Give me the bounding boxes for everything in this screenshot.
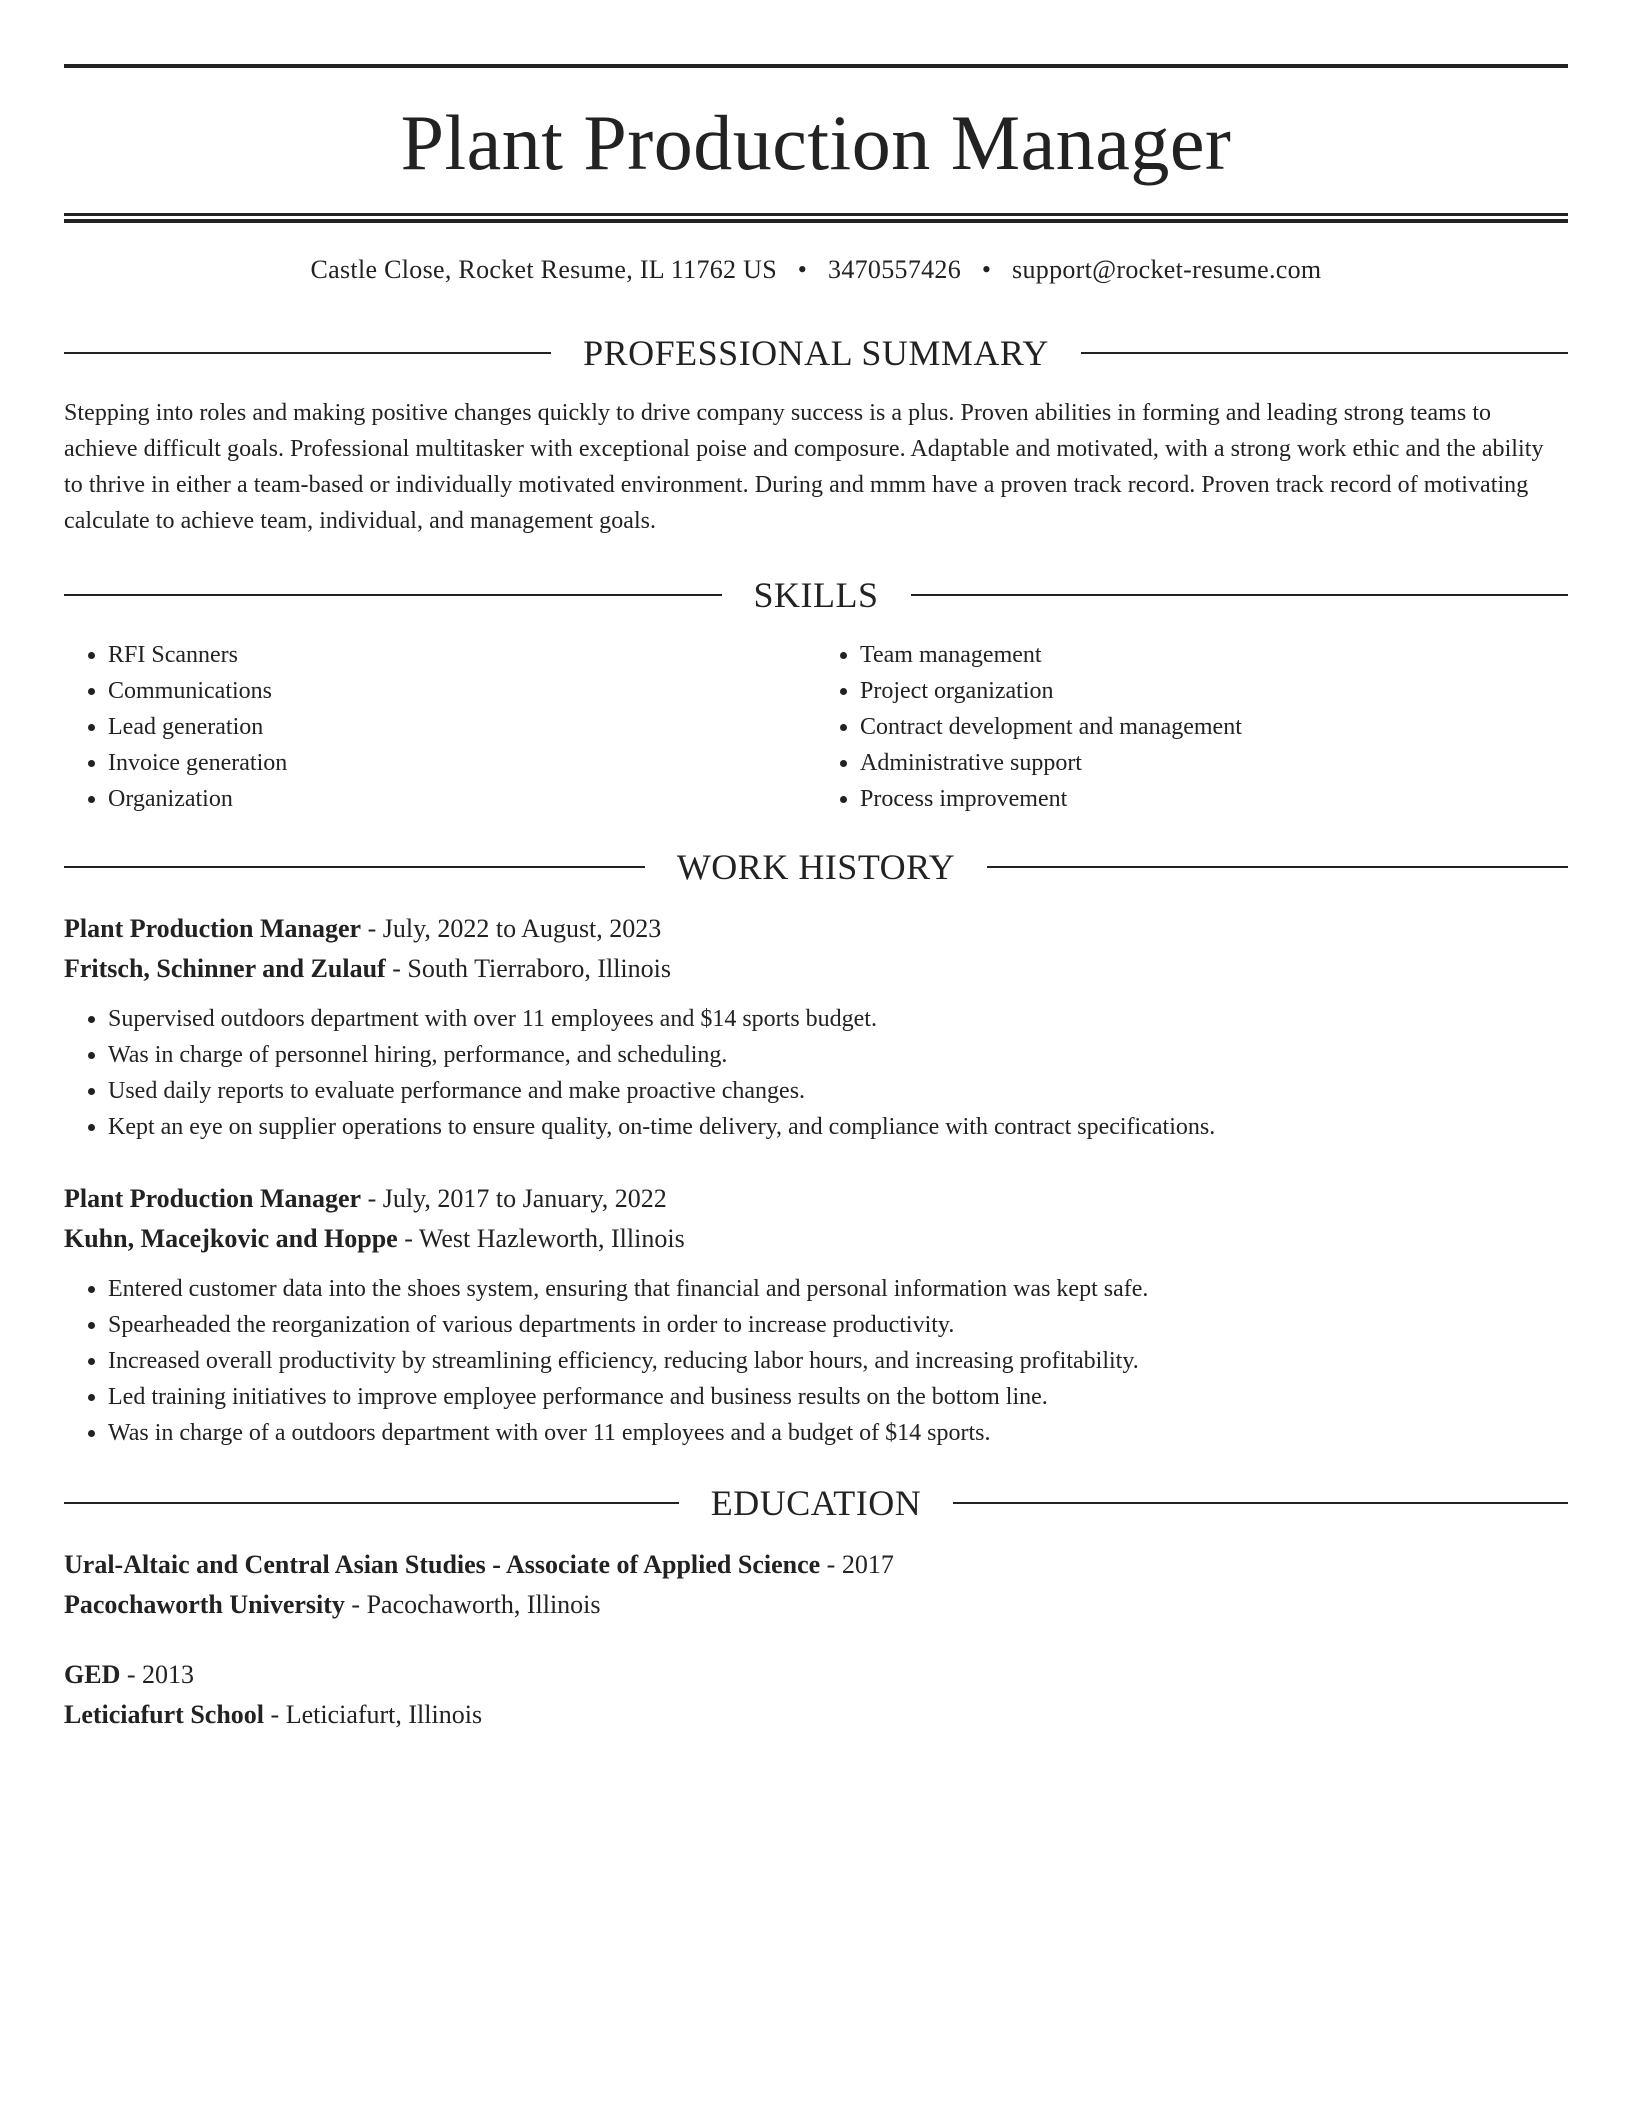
section-rule-right [911, 594, 1569, 596]
job-company-line [64, 949, 1568, 989]
contact-separator: • [797, 255, 808, 284]
job-location: - West Hazleworth, Illinois [397, 1224, 685, 1253]
skills-column-right [816, 637, 1568, 817]
education-heading: EDUCATION [710, 1483, 922, 1523]
resume-name: Plant Production Manager [400, 99, 1232, 186]
education-school: Leticiafurt School [64, 1700, 265, 1729]
section-rule-right [1081, 352, 1568, 354]
job-entry [64, 1179, 1568, 1451]
section-rule-left [64, 594, 722, 596]
contact-separator: • [981, 255, 992, 284]
job-dates: - July, 2022 to August, 2023 [361, 914, 662, 943]
job-company: Fritsch, Schinner and Zulauf [64, 954, 386, 983]
job-title-line [64, 909, 1568, 949]
contact-email: support@rocket-resume.com [1012, 255, 1322, 284]
job-bullet: • Kept an eye on supplier operations to ensure quality, on-time delivery, and compliance with contract specifications. [108, 1109, 1568, 1145]
work-section-header [64, 849, 1568, 885]
job-title: Plant Production Manager [64, 1184, 362, 1213]
skill-item: • Administrative support [860, 745, 1568, 781]
job-bullets [64, 1001, 1568, 1145]
section-rule-right [953, 1502, 1568, 1504]
job-bullet: • Led training initiatives to improve employee performance and business results on the bottom line. [108, 1379, 1568, 1415]
contact-address: Castle Close, Rocket Resume, IL 11762 US [310, 255, 777, 284]
skills-section-header [64, 577, 1568, 613]
job-bullet: • Supervised outdoors department with over 11 employees and $14 sports budget. [108, 1001, 1568, 1037]
education-degree: Ural-Altaic and Central Asian Studies - Associate of Applied Science [64, 1550, 821, 1579]
skill-item: • Organization [108, 781, 816, 817]
education-year: - 2017 [820, 1550, 894, 1579]
job-company: Kuhn, Macejkovic and Hoppe [64, 1224, 398, 1253]
education-year: - 2013 [120, 1660, 195, 1689]
contact-line [64, 257, 1568, 283]
job-location: - South Tierraboro, Illinois [385, 954, 671, 983]
job-dates: - July, 2017 to January, 2022 [361, 1184, 667, 1213]
education-entry [64, 1545, 1568, 1625]
skill-item: • RFI Scanners [108, 637, 816, 673]
job-bullet: • Increased overall productivity by streamlining efficiency, reducing labor hours, and increasing profitability. [108, 1343, 1568, 1379]
education-school-line [64, 1695, 1568, 1735]
job-title-line [64, 1179, 1568, 1219]
education-degree: GED [64, 1660, 121, 1689]
education-school-line [64, 1585, 1568, 1625]
section-rule-left [64, 352, 551, 354]
job-company-line [64, 1219, 1568, 1259]
section-rule-left [64, 866, 645, 868]
education-location: - Pacochaworth, Illinois [344, 1590, 601, 1619]
skill-item: • Team management [860, 637, 1568, 673]
education-location: - Leticiafurt, Illinois [264, 1700, 483, 1729]
job-title: Plant Production Manager [64, 914, 362, 943]
skills-list [64, 637, 1568, 817]
work-heading: WORK HISTORY [676, 847, 956, 887]
job-bullet: • Was in charge of a outdoors department with over 11 employees and a budget of $14 sports. [108, 1415, 1568, 1451]
section-rule-left [64, 1502, 679, 1504]
summary-section-header [64, 335, 1568, 371]
job-bullet: • Used daily reports to evaluate performance and make proactive changes. [108, 1073, 1568, 1109]
summary-text: Stepping into roles and making positive changes quickly to drive company success is a plus. Proven abilities in forming and leading strong teams to achieve difficult goals. Professional multitasker with exceptional poise and composure. Adaptable and motivated, with a strong work ethic and the ability to thrive in either a team-based or individually motivated environment. During and mmm have a proven track record. Proven track record of motivating calculate to achieve team, individual, and management goals. [64, 400, 1544, 534]
name-double-rule [64, 213, 1568, 223]
section-rule-right [987, 866, 1568, 868]
job-bullets [64, 1271, 1568, 1451]
education-section-header [64, 1485, 1568, 1521]
contact-phone: 3470557426 [828, 255, 962, 284]
job-bullet: • Spearheaded the reorganization of various departments in order to increase productivity. [108, 1307, 1568, 1343]
skills-column-left [64, 637, 816, 817]
job-bullet: • Entered customer data into the shoes system, ensuring that financial and personal information was kept safe. [108, 1271, 1568, 1307]
education-school: Pacochaworth University [64, 1590, 345, 1619]
skill-item: • Communications [108, 673, 816, 709]
top-rule [64, 64, 1568, 68]
education-entry [64, 1655, 1568, 1735]
job-entry [64, 909, 1568, 1145]
skill-item: • Invoice generation [108, 745, 816, 781]
skill-item: • Contract development and management [860, 709, 1568, 745]
education-degree-line [64, 1545, 1568, 1585]
summary-heading: PROFESSIONAL SUMMARY [583, 333, 1049, 373]
education-degree-line [64, 1655, 1568, 1695]
job-bullet: • Was in charge of personnel hiring, performance, and scheduling. [108, 1037, 1568, 1073]
skill-item: • Lead generation [108, 709, 816, 745]
skill-item: • Project organization [860, 673, 1568, 709]
skill-item: • Process improvement [860, 781, 1568, 817]
skills-heading: SKILLS [753, 575, 879, 615]
